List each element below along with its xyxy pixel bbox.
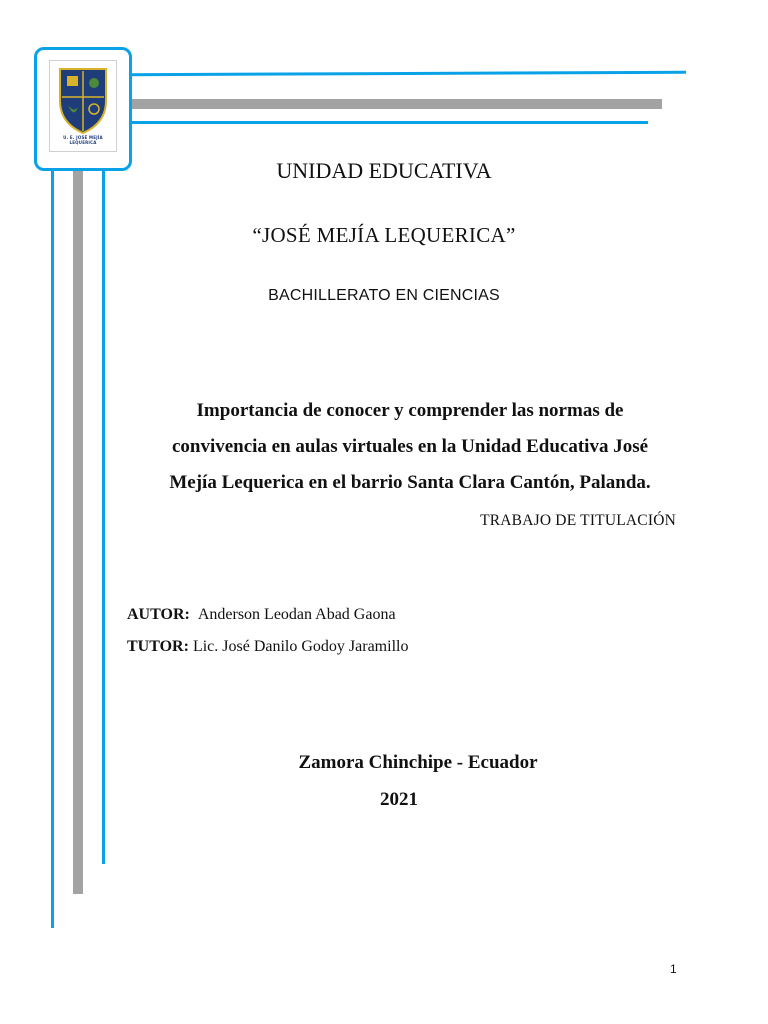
left-grey-bar — [73, 164, 83, 894]
document-type: TRABAJO DE TITULACIÓN — [480, 512, 676, 529]
tutor-name: Lic. José Danilo Godoy Jaramillo — [192, 638, 409, 655]
page-number: 1 — [670, 962, 677, 976]
thesis-title-line: convivencia en aulas virtuales en la Unidad Educativa José — [171, 436, 649, 457]
logo-caption: U. E. JOSÉ MEJÍA LEQUERICA — [63, 135, 103, 145]
year: 2021 — [380, 789, 418, 810]
left-blue-line-outer — [51, 164, 54, 928]
top-blue-line — [126, 71, 686, 76]
tutor-label: TUTOR: — [127, 638, 189, 655]
institution-type: UNIDAD EDUCATIVA — [276, 158, 492, 183]
author-label: AUTOR: — [127, 606, 190, 623]
thesis-title — [120, 393, 700, 501]
school-shield-icon — [50, 61, 116, 139]
thesis-title-line: Importancia de conocer y comprender las normas de — [196, 400, 624, 421]
institution-name: “JOSÉ MEJÍA LEQUERICA” — [252, 223, 516, 247]
author-name: Anderson Leodan Abad Gaona — [197, 606, 396, 623]
thesis-title-line: Mejía Lequerica en el barrio Santa Clara Cantón, Palanda. — [169, 472, 651, 493]
school-logo — [49, 60, 117, 152]
top-grey-bar — [126, 99, 662, 109]
logo-frame — [34, 47, 132, 171]
second-blue-line — [126, 121, 648, 124]
program-name: BACHILLERATO EN CIENCIAS — [268, 287, 500, 304]
tutor-line — [127, 638, 408, 656]
author-line — [127, 606, 396, 624]
place: Zamora Chinchipe - Ecuador — [298, 752, 538, 773]
